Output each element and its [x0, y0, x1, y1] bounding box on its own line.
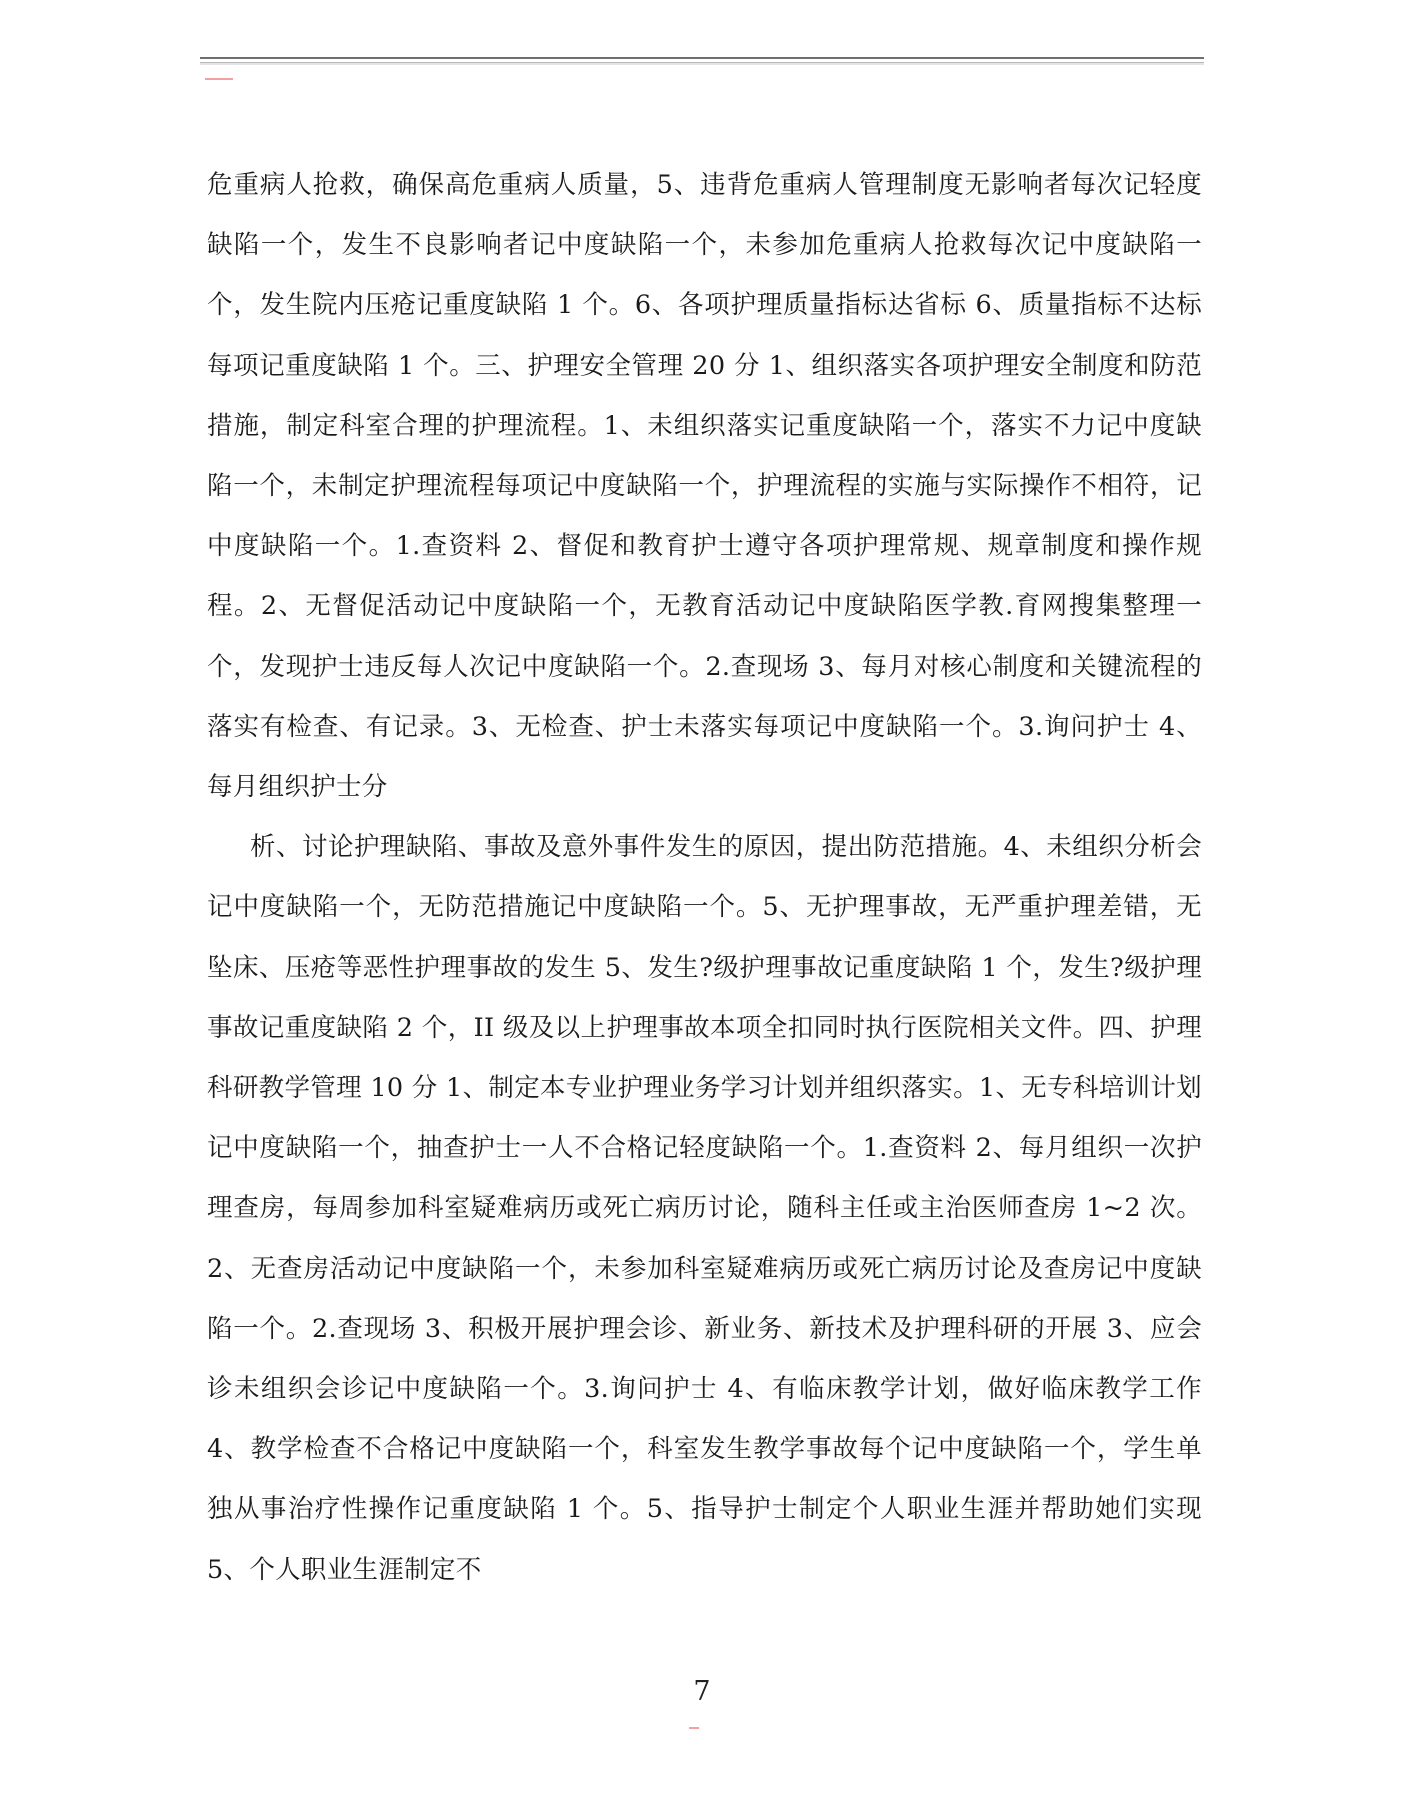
header-rule-shadow	[200, 63, 1204, 65]
body-text	[207, 155, 1202, 1600]
paragraph-2: 析、讨论护理缺陷、事故及意外事件发生的原因，提出防范措施。4、未组织分析会记中度缺陷一个，无防范措施记中度缺陷一个。5、无护理事故，无严重护理差错，无坠床、压疮等恶性护理事故的发生 5、发生?级护理事故记重度缺陷 1 个，发生?级护理事故记重度缺陷 2 个，II 级及以上护理事故本项全扣同时执行医院相关文件。四、护理科研教学管理 10 分 1、制定本专业护理业务学习计划并组织落实。1、无专科培训计划记中度缺陷一个，抽查护士一人不合格记轻度缺陷一个。1.查资料 2、每月组织一次护理查房，每周参加科室疑难病历或死亡病历讨论，随科主任或主治医师查房 1~2 次。2、无查房活动记中度缺陷一个，未参加科室疑难病历或死亡病历讨论及查房记中度缺陷一个。2.查现场 3、积极开展护理会诊、新业务、新技术及护理科研的开展 3、应会诊未组织会诊记中度缺陷一个。3.询问护士 4、有临床教学计划，做好临床教学工作 4、教学检查不合格记中度缺陷一个，科室发生教学事故每个记中度缺陷一个，学生单独从事治疗性操作记重度缺陷 1 个。5、指导护士制定个人职业生涯并帮助她们实现 5、个人职业生涯制定不	[207, 832, 1202, 1585]
footer-mark	[689, 1727, 699, 1729]
page-number: 7	[693, 1676, 711, 1707]
paragraph-1: 危重病人抢救，确保高危重病人质量，5、违背危重病人管理制度无影响者每次记轻度缺陷一个，发生不良影响者记中度缺陷一个，未参加危重病人抢救每次记中度缺陷一个，发生院内压疮记重度缺陷 1 个。6、各项护理质量指标达省标 6、质量指标不达标每项记重度缺陷 1 个。三、护理安全管理 20 分 1、组织落实各项护理安全制度和防范措施，制定科室合理的护理流程。1、未组织落实记重度缺陷一个，落实不力记中度缺陷一个，未制定护理流程每项记中度缺陷一个，护理流程的实施与实际操作不相符，记中度缺陷一个。1.查资料 2、督促和教育护士遵守各项护理常规、规章制度和操作规程。2、无督促活动记中度缺陷一个，无教育活动记中度缺陷医学教.育网搜集整理一个，发现护士违反每人次记中度缺陷一个。2.查现场 3、每月对核心制度和关键流程的落实有检查、有记录。3、无检查、护士未落实每项记中度缺陷一个。3.询问护士 4、每月组织护士分	[207, 170, 1202, 803]
header-mark	[205, 78, 233, 80]
